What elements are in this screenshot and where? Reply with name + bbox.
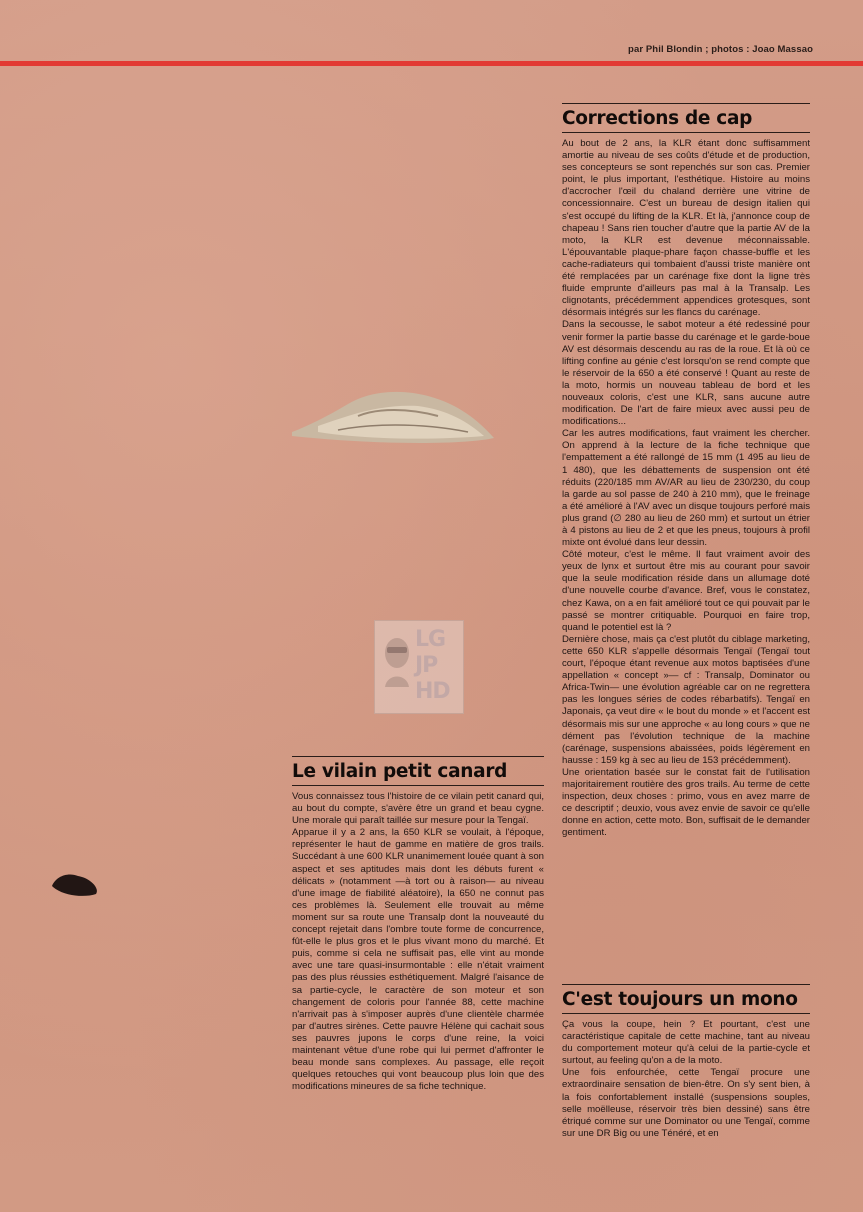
paragraph: Dernière chose, mais ça c'est plutôt du ciblage marketing, cette 650 KLR s'appelle désormais Tengaï (Tengaï tout court, l'époque étant revenue aux motos baptisées d'une appellation « concept »— cf : Transalp, Dominator ou Africa-Twin— une évolution agréable car on ne regrettera pas les longues séries de codes rébarbatifs). Tengaï en Japonais, ça veut dire « le bout du monde » et l'accent est désormais mis sur une approche « au long cours » que ne dément pas l'évolution technique de la machine (carénage, suspensions abaissées, poids légèrement en hausse : 159 kg à sec au lieu de 153 précédemment). xyxy=(562,633,810,766)
watermark-line-3: HD xyxy=(415,679,450,704)
red-header-rule xyxy=(0,61,863,66)
article-column-right-2 xyxy=(562,1019,810,1140)
paragraph: Car les autres modifications, faut vraiment les chercher. On apprend à la lecture de la fiche technique que l'empattement a été rallongé de 15 mm (1 495 au lieu de 1 480), que les débattements de suspension ont été réduits (220/185 mm AV/AR au lieu de 230/230, du coup la garde au sol passe de 240 à 210 mm), que le freinage a été amélioré à l'AV avec un disque toujours perforé mais plus grand (∅ 280 au lieu de 260 mm) et surtout un étrier à 4 pistons au lieu de 2 et que les pneus, toujours à profil mixte ont évolué dans leur dessin. xyxy=(562,428,810,549)
section-title: C'est toujours un mono xyxy=(562,989,798,1010)
paragraph: Une fois enfourchée, cette Tengaï procure une extraordinaire sensation de bien-être. On s'y sent bien, à la fois confortablement installé (suspensions souples, selle moëlleuse, réservoir très bien dessiné) sans être étriqué comme sur une Dominator ou une Tengaï, comme sur une DR Big ou une Ténéré, et en xyxy=(562,1067,810,1139)
section-heading-corrections xyxy=(562,103,810,133)
paragraph: Une orientation basée sur le constat fait de l'utilisation majoritairement routière des gros trails. Au terme de cette inspection, deux choses : primo, vous en avez marre de ce descriptif ; deuxio, vous avez envie de savoir ce qu'elle donne en action, cette moto. Bon, suffisait de le demander gentiment. xyxy=(562,766,810,839)
dark-stone xyxy=(48,870,102,898)
article-column-right-1 xyxy=(562,138,810,839)
portrait-icon xyxy=(381,635,413,687)
paragraph: Ça vous la coupe, hein ? Et pourtant, c'est une caractéristique capitale de cette machine, tant au niveau du comportement moteur qu'à celui de la partie-cycle et surtout, au feeling qu'on a de la moto. xyxy=(562,1019,810,1067)
paragraph: Côté moteur, c'est le même. Il faut vraiment avoir des yeux de lynx et surtout être mis au courant pour savoir que la seule modification réside dans un allumage doté d'une nouvelle courbe d'avance. Bref, vous le constatez, chez Kawa, on a en fait amélioré tout ce qui pouvait par le passé se montrer critiquable. Pourquoi en faire trop, quand le potentiel est là ? xyxy=(562,549,810,633)
section-heading-mono xyxy=(562,984,810,1014)
watermark-line-2: JP xyxy=(415,653,438,678)
watermark-line-1: LG xyxy=(415,627,446,652)
section-title: Corrections de cap xyxy=(562,108,753,129)
paragraph: Au bout de 2 ans, la KLR étant donc suffisamment amortie au niveau de ses coûts d'étude et de production, ses concepteurs se sont repenchés sur son cas. Premier point, le plus important, l'esthétique. Histoire au moins d'accrocher l'œil du chaland derrière une vitrine de concessionnaire. C'est un bureau de design italien qui s'est occupé du lifting de la KLR. Et là, j'annonce coup de chapeau ! Sans rien toucher d'autre que la partie AV de la moto, la KLR est devenue méconnaissable. L'épouvantable plaque-phare façon chasse-buffle et les cache-radiateurs qui tombaient d'aussi triste manière ont été remplacées par un carénage fixe dont la ligne très fluide emprunte d'ailleurs pas mal à la Transalp. Les clignotants, précédemment appendices grotesques, sont désormais intégrés sur les flancs du carénage. xyxy=(562,138,810,319)
paragraph: Apparue il y a 2 ans, la 650 KLR se voulait, à l'époque, représenter le haut de gamme en matière de gros trails. Succédant à une 600 KLR unanimement louée quant à son aspect et ses aptitudes mais dont les débuts furent « délicats » (notamment —à tort ou à raison— au niveau d'une image de fiabilité aléatoire), la 650 ne connut pas ces problèmes là. Seulement elle trouvait au même moment sur sa route une Transalp dont la nouveauté du concept rejetait dans l'ombre toute forme de concurrence, fût-elle le plus gros et le plus vivant mono du marché. Et puis, comme si cela ne suffisait pas, elle vint au monde avec une tare quasi-insurmontable : elle n'était vraiment pas des plus réussies esthétiquement. Malgré l'aisance de sa partie-cycle, le caractère de son moteur et son changement de coloris pour l'année 88, cette machine n'arrivait pas à s'imposer auprès d'une clientèle charmée par d'autres sirènes. Cette pauvre Hélène qui cachait sous ses pauvres jupons le corps d'une reine, la voici maintenant vêtue d'une robe qui lui permet d'affronter le beau monde sans complexes. Au passage, elle reçoit quelques retouches qui vont beaucoup plus loin que des modifications mineures de sa fiche technique. xyxy=(292,827,544,1093)
paragraph: Vous connaissez tous l'histoire de ce vilain petit canard qui, au bout du compte, s'avère être un grand et beau cygne. Une morale qui paraît taillée sur mesure pour la Tengaï. xyxy=(292,791,544,827)
article-column-left xyxy=(292,791,544,1093)
rock-photo xyxy=(288,386,498,448)
lgjphd-watermark xyxy=(374,620,464,714)
section-title: Le vilain petit canard xyxy=(292,761,508,782)
section-heading-canard xyxy=(292,756,544,786)
photo-credit: par Phil Blondin ; photos : Joao Massao xyxy=(628,44,813,55)
paragraph: Dans la secousse, le sabot moteur a été redessiné pour venir former la partie basse du carénage et le garde-boue AV est désormais descendu au ras de la roue. Et là où ce lifting confine au génie c'est lorsqu'on se rend compte que le réservoir de la 650 a été conservé ! Quant au reste de la moto, hormis un nouveau tableau de bord et les nouveaux coloris, c'est une KLR, sans aucune autre modification. De l'art de faire mieux avec aussi peu de modifications... xyxy=(562,319,810,428)
